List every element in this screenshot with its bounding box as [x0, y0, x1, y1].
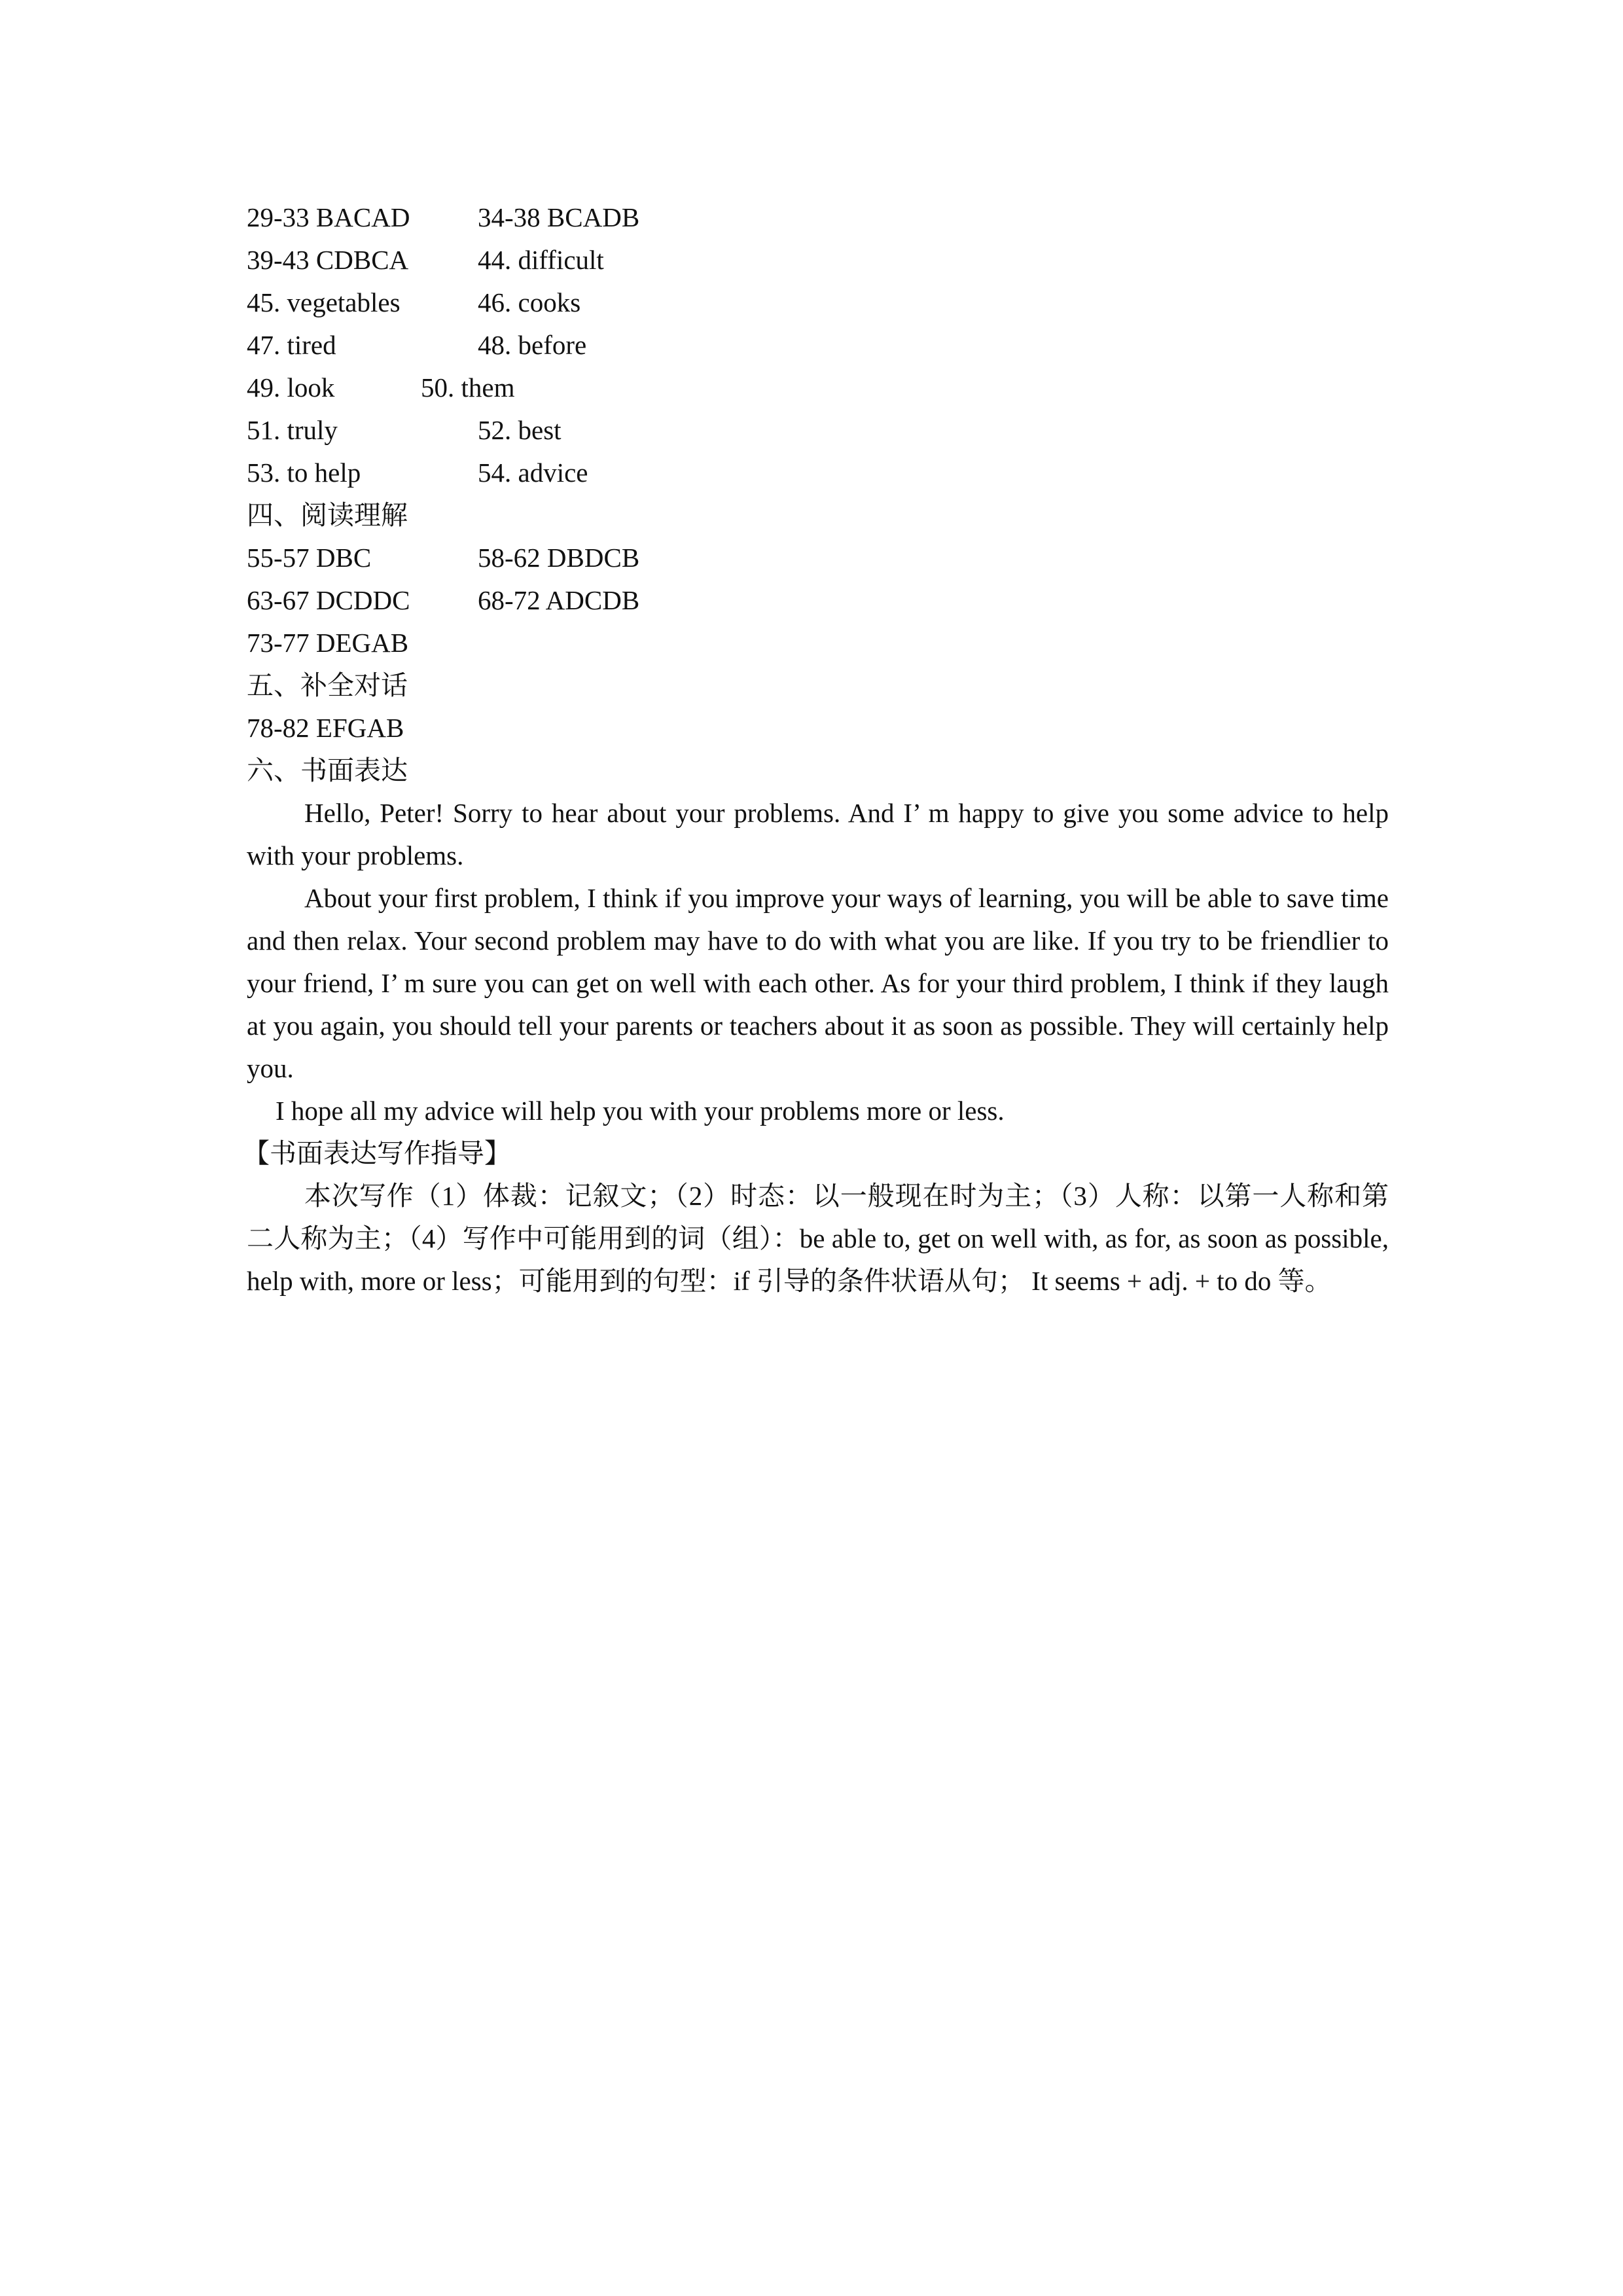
answer-row: [247, 196, 1389, 239]
answer-row: [247, 452, 1389, 494]
answer-right: 58-62 DBDCB: [478, 543, 640, 573]
answer-left: 47. tired: [247, 330, 336, 360]
answer-right: 48. before: [478, 330, 587, 360]
answer-row: [247, 622, 1389, 664]
essay-paragraph-1: Hello, Peter! Sorry to hear about your problems. And I’ m happy to give you some advice to help with your problems.: [247, 798, 1389, 870]
section-heading-reading: 四、阅读理解: [247, 500, 408, 530]
section-heading-dialogue: 五、补全对话: [247, 670, 408, 700]
dialogue-answer: 78-82 EFGAB: [247, 713, 404, 743]
essay-paragraph-3: I hope all my advice will help you with your problems more or less.: [276, 1096, 1005, 1126]
answer-left: 45. vegetables: [247, 287, 401, 317]
answer-left: 51. truly: [247, 415, 338, 445]
section-heading-writing: 六、书面表达: [247, 755, 408, 785]
answer-row: [247, 281, 1389, 324]
answer-row: [247, 324, 1389, 367]
essay-paragraph-2: About your first problem, I think if you improve your ways of learning, you will be able to save time and then relax. Your second problem may have to do with what you are like. If you try to be friendlier to your friend, I’ m sure you can get on well with each other. As for your third problem, I think if they laugh at you again, you should tell your parents or teachers about it as soon as possible. They will certainly help you.: [247, 883, 1389, 1083]
answer-left: 55-57 DBC: [247, 543, 372, 573]
answer-key-page: [243, 196, 1389, 1302]
answer-left: 53. to help: [247, 457, 361, 488]
answer-right: 46. cooks: [478, 287, 581, 317]
answer-row: [247, 239, 1389, 281]
answer-right: 68-72 ADCDB: [478, 585, 640, 615]
answer-row: [247, 537, 1389, 579]
answer-right: 52. best: [478, 415, 562, 445]
writing-guide-title: 【书面表达写作指导】: [243, 1138, 511, 1168]
answer-right: 54. advice: [478, 457, 588, 488]
answer-left: 73-77 DEGAB: [247, 628, 409, 658]
writing-guide-text: 本次写作（1）体裁：记叙文；（2）时态：以一般现在时为主；（3）人称：以第一人称和第二人称为主；（4）写作中可能用到的词（组）：be able to, get on well with, as for, as soon as possible, help with, more or less；可能用到的句型：if 引导的条件状语从句； It seems + adj. + to do 等。: [247, 1181, 1389, 1296]
answer-row: [247, 579, 1389, 622]
answer-right: 34-38 BCADB: [478, 202, 640, 232]
answer-row: [247, 367, 1389, 409]
answer-left: 39-43 CDBCA: [247, 245, 409, 275]
answer-left: 63-67 DCDDC: [247, 585, 410, 615]
answer-right: 44. difficult: [478, 245, 604, 275]
answer-row: [247, 409, 1389, 452]
answer-left: 49. look: [247, 372, 335, 403]
answer-left: 29-33 BACAD: [247, 202, 410, 232]
answer-right: 50. them: [421, 372, 515, 403]
